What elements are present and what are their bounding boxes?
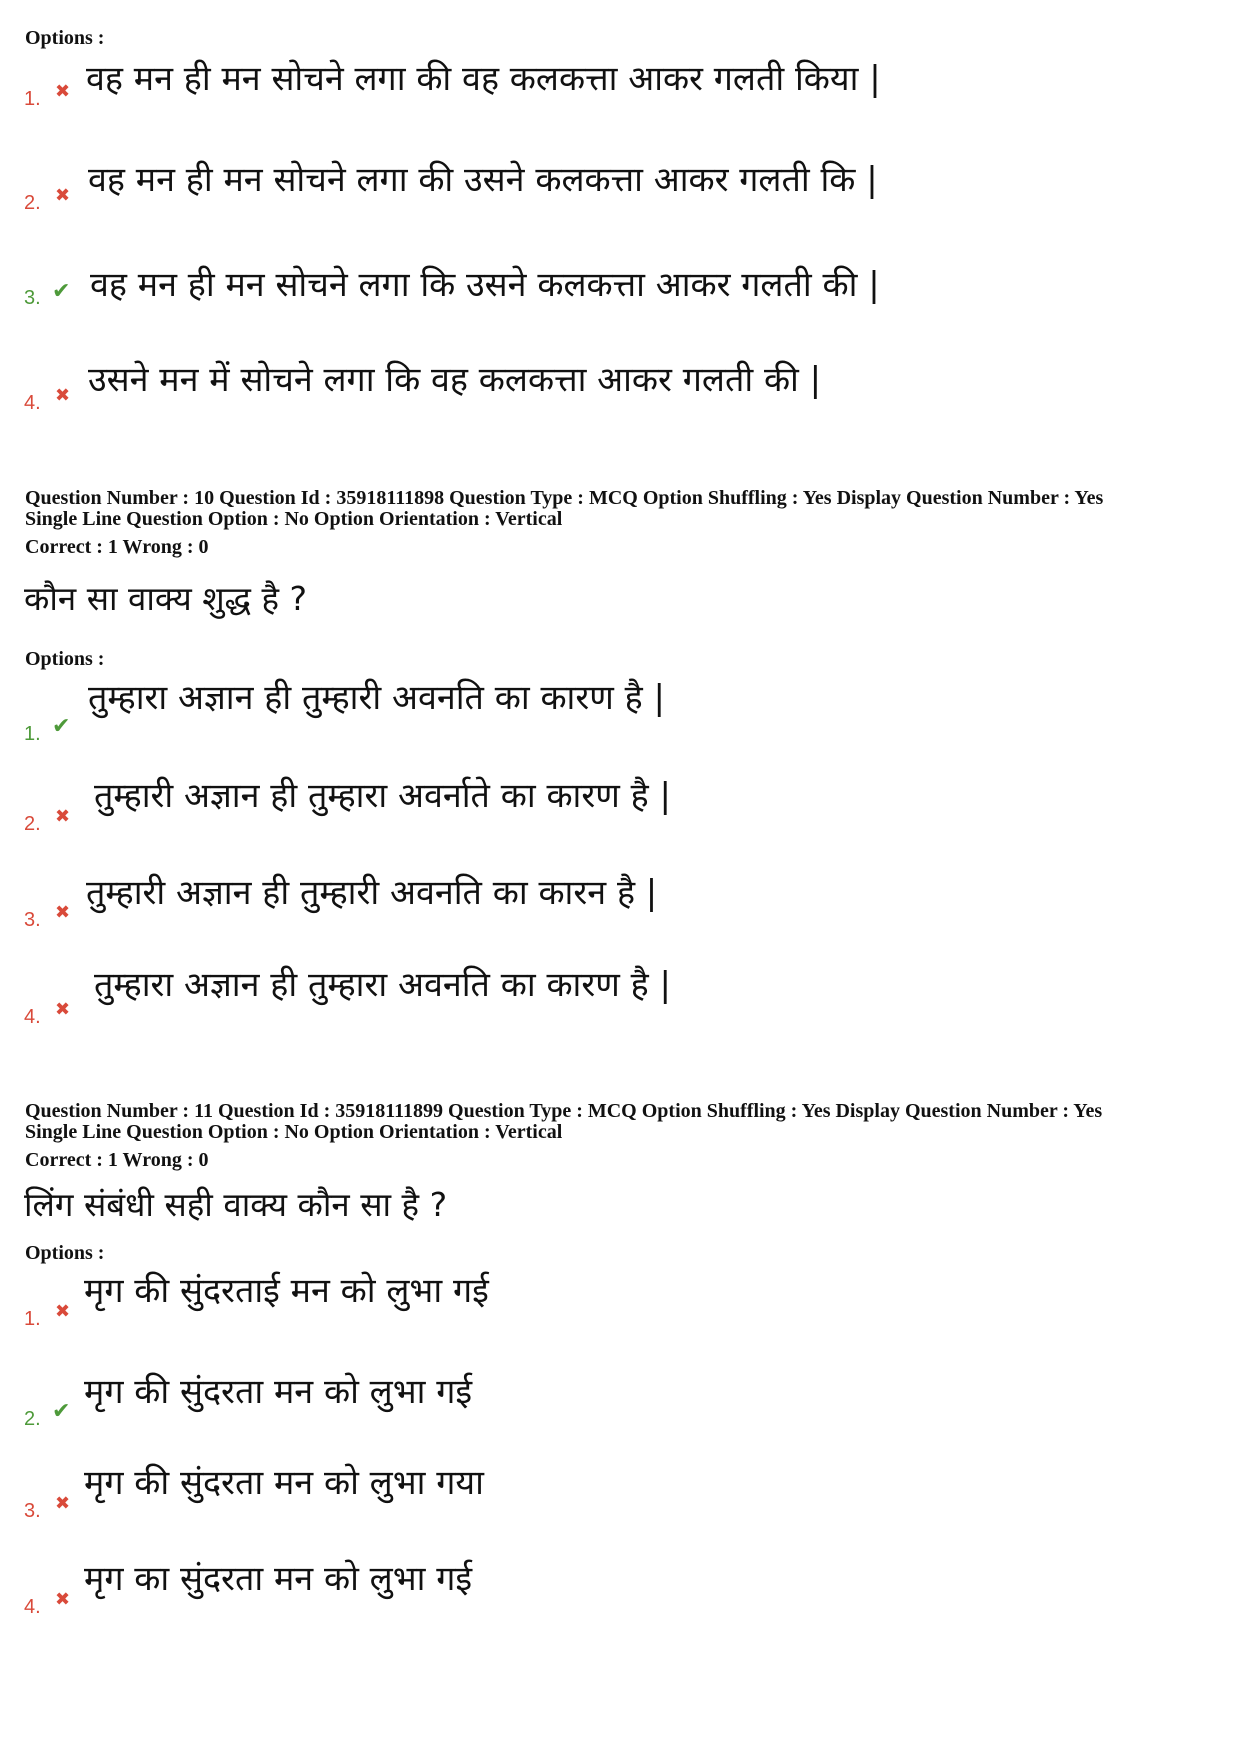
question-meta: Question Number : 10 Question Id : 35918111898 Question Type : MCQ Option Shuffling : Yes Display Question Number : Yes [25,487,1104,509]
option-number: 1. [24,723,41,745]
wrong-mark-icon: ✖ [55,385,71,406]
wrong-mark-icon: ✖ [55,1493,71,1514]
option-number: 2. [24,813,41,835]
option-text: वह मन ही मन सोचने लगा की उसने कलकत्ता आकर गलती कि | [88,160,878,200]
wrong-mark-icon: ✖ [55,185,71,206]
option-number: 3. [24,287,41,309]
wrong-mark-icon: ✖ [55,1301,71,1322]
option-number: 2. [24,192,41,214]
option-number: 3. [24,1500,41,1522]
option-number: 1. [24,88,41,110]
option-text: मृग का सुंदरता मन को लुभा गई [84,1559,473,1599]
options-label: Options : [25,27,105,49]
wrong-mark-icon: ✖ [55,999,71,1020]
wrong-mark-icon: ✖ [55,81,71,102]
option-text: तुम्हारी अज्ञान ही तुम्हारा अवर्नाते का कारण है | [94,776,671,816]
options-label: Options : [25,1242,105,1264]
question-stem: कौन सा वाक्य शुद्ध है ? [24,579,308,618]
question-meta: Single Line Question Option : No Option Orientation : Vertical [25,1121,563,1143]
option-text: मृग की सुंदरता मन को लुभा गई [84,1372,473,1412]
option-number: 3. [24,909,41,931]
option-number: 4. [24,1006,41,1028]
question-marks: Correct : 1 Wrong : 0 [25,536,209,558]
option-number: 2. [24,1408,41,1430]
option-text: मृग की सुंदरता मन को लुभा गया [84,1463,484,1503]
option-number: 1. [24,1308,41,1330]
question-stem: लिंग संबंधी सही वाक्य कौन सा है ? [24,1185,448,1224]
correct-mark-icon: ✔ [52,279,71,304]
option-text: मृग की सुंदरताई मन को लुभा गई [84,1271,489,1311]
option-number: 4. [24,392,41,414]
option-text: वह मन ही मन सोचने लगा कि उसने कलकत्ता आकर गलती की | [90,265,880,305]
question-meta: Single Line Question Option : No Option Orientation : Vertical [25,508,563,530]
correct-mark-icon: ✔ [52,1399,71,1424]
option-text: तुम्हारा अज्ञान ही तुम्हारी अवनति का कारण है | [88,678,665,718]
wrong-mark-icon: ✖ [55,1589,71,1610]
option-text: तुम्हारी अज्ञान ही तुम्हारी अवनति का कारन है | [86,873,658,913]
option-text: उसने मन में सोचने लगा कि वह कलकत्ता आकर गलती की | [88,360,822,400]
question-meta: Question Number : 11 Question Id : 35918111899 Question Type : MCQ Option Shuffling : Yes Display Question Number : Yes [25,1100,1103,1122]
wrong-mark-icon: ✖ [55,806,71,827]
option-number: 4. [24,1596,41,1618]
option-text: वह मन ही मन सोचने लगा की वह कलकत्ता आकर गलती किया | [86,59,881,99]
option-text: तुम्हारा अज्ञान ही तुम्हारा अवनति का कारण है | [94,965,671,1005]
wrong-mark-icon: ✖ [55,902,71,923]
correct-mark-icon: ✔ [52,714,71,739]
options-label: Options : [25,648,105,670]
question-marks: Correct : 1 Wrong : 0 [25,1149,209,1171]
